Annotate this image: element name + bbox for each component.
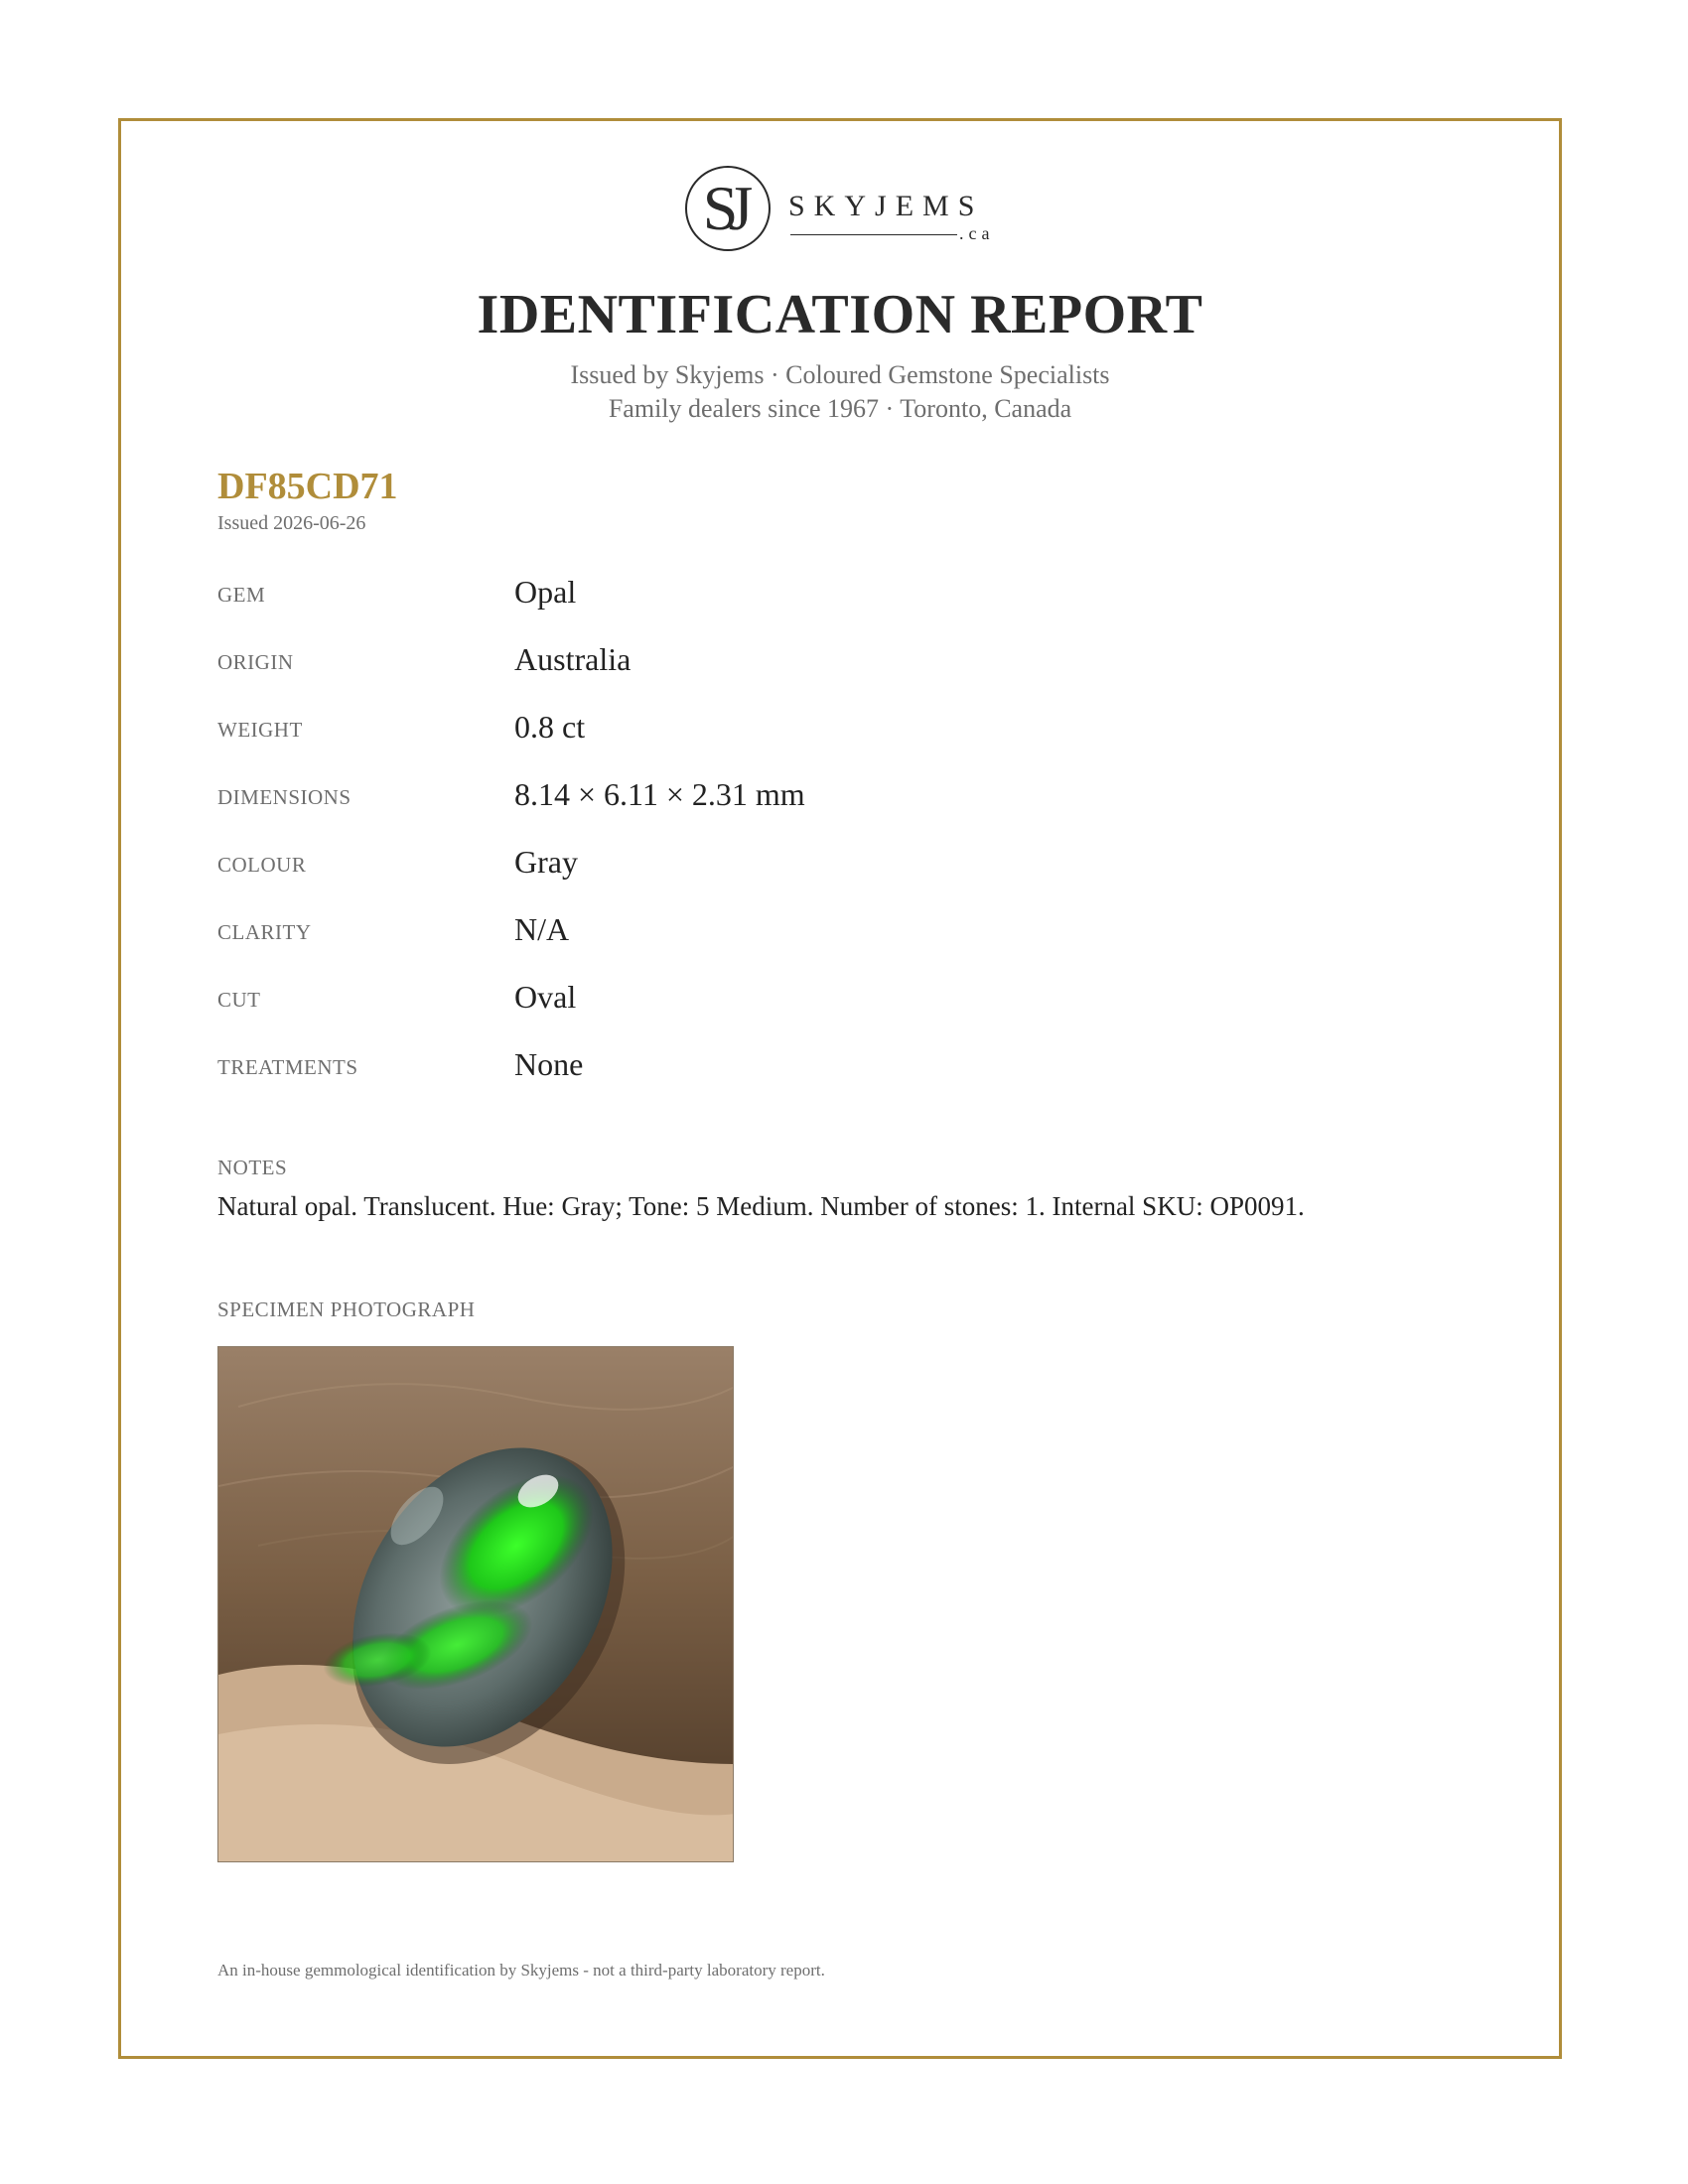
field-label-treatments: TREATMENTS (217, 1055, 358, 1079)
field-label-weight: WEIGHT (217, 718, 303, 742)
logo-wordmark: SKYJEMS (788, 190, 984, 222)
field-value-weight: 0.8 ct (514, 709, 586, 745)
field-label-dimensions: DIMENSIONS (217, 785, 352, 809)
field-label-gem: GEM (217, 583, 266, 607)
report-title: IDENTIFICATION REPORT (477, 284, 1203, 345)
dealer-line: Family dealers since 1967 · Toronto, Canada (608, 394, 1072, 423)
field-value-dimensions: 8.14 × 6.11 × 2.31 mm (514, 776, 805, 812)
field-value-origin: Australia (514, 641, 632, 677)
field-value-cut: Oval (514, 979, 577, 1015)
field-label-colour: COLOUR (217, 853, 307, 877)
logo-underline (790, 234, 957, 235)
notes-text: Natural opal. Translucent. Hue: Gray; Tone: 5 Medium. Number of stones: 1. Internal SKU: OP0091. (217, 1191, 1305, 1221)
specimen-photo (217, 1346, 734, 1862)
issue-date: Issued 2026-06-26 (217, 512, 366, 534)
issuer-line: Issued by Skyjems · Coloured Gemstone Specialists (570, 360, 1110, 389)
logo-monogram: SJ (702, 173, 744, 243)
skyjems-logo (685, 162, 1003, 261)
field-value-gem: Opal (514, 574, 577, 610)
photo-label: SPECIMEN PHOTOGRAPH (217, 1297, 476, 1321)
report-id: DF85CD71 (217, 466, 398, 507)
field-value-treatments: None (514, 1046, 584, 1082)
field-label-cut: CUT (217, 988, 261, 1012)
field-label-clarity: CLARITY (217, 920, 312, 944)
field-value-colour: Gray (514, 844, 578, 880)
logo-domain-suffix: .ca (959, 223, 995, 243)
footer-disclaimer: An in-house gemmological identification by Skyjems - not a third-party laboratory report. (217, 1961, 825, 1979)
notes-label: NOTES (217, 1156, 288, 1179)
field-label-origin: ORIGIN (217, 650, 294, 674)
field-value-clarity: N/A (514, 911, 570, 947)
